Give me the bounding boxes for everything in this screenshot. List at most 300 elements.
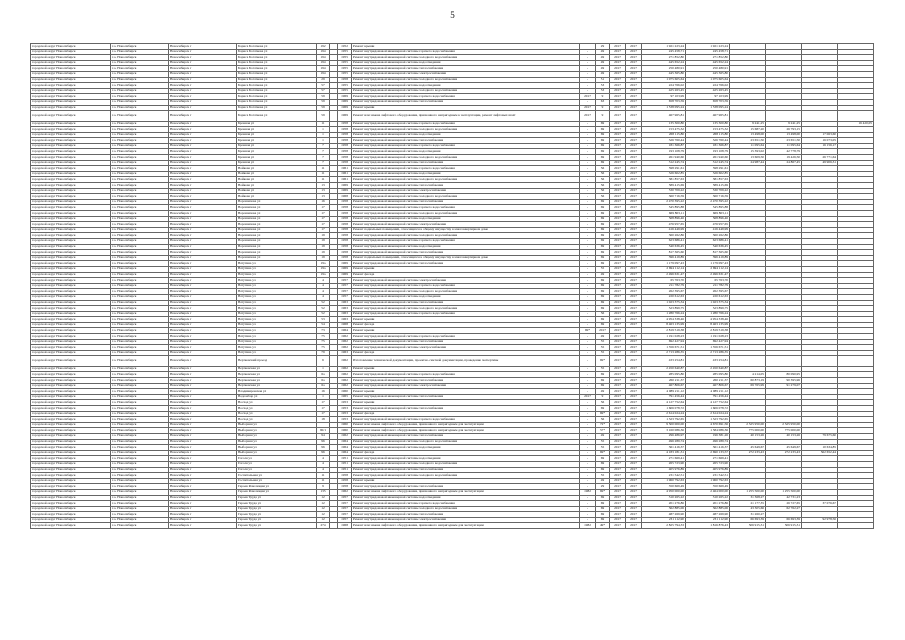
table-cell: Новосибирск г (169, 227, 237, 233)
table-cell: 26 771,64 (802, 155, 838, 161)
table-cell: 362 885,06 (642, 506, 686, 512)
table-cell: Новосибирск г (169, 417, 237, 423)
table-cell: 2017 (626, 77, 642, 83)
table-cell: - (580, 501, 596, 507)
table-cell: Новосибирск г (169, 523, 237, 529)
table-cell: 19a (317, 261, 330, 267)
table-cell: 2017 (610, 339, 626, 345)
table-cell: 2017 (626, 211, 642, 217)
table-cell: г.о. Новосибирск (111, 523, 169, 529)
table-cell: Ремонт внутридомовой инженерной системы холодного водоснабжения (352, 77, 580, 83)
table-cell: г.о. Новосибирск (111, 278, 169, 284)
table-cell: г.о. Новосибирск (111, 194, 169, 200)
table-cell: 1 356 671,51 (686, 345, 730, 351)
table-cell: Бронная ул (237, 121, 317, 127)
table-cell: Ремонт внутридомовой инженерной системы холодного водоснабжения (352, 233, 580, 239)
table-cell: 396 419,89 (642, 255, 686, 261)
table-cell: 2017 (610, 394, 626, 400)
table-cell: 2017 (610, 512, 626, 518)
table-cell: - (580, 261, 596, 267)
table-cell: Ремонт внутридомовой инженерной системы горячего водоснабжения (352, 501, 580, 507)
table-cell: Новосибирск г (169, 506, 237, 512)
table-cell: Ремонт крыши (352, 366, 580, 372)
table-cell: 1955 (338, 49, 352, 55)
table-cell: 96 (317, 450, 330, 456)
table-cell: Ремонт внутридомовой инженерной системы горячего водоснабжения (352, 49, 580, 55)
table-cell: 285 095,80 (642, 372, 686, 378)
table-cell: 2017 (610, 171, 626, 177)
table-cell: 775 000,00 (766, 428, 802, 434)
table-cell: - (580, 350, 596, 356)
table-cell: - (580, 495, 596, 501)
table-cell: 271 669,41 (642, 456, 686, 462)
table-cell: 2017 (626, 278, 642, 284)
table-cell (838, 356, 874, 366)
table-cell: г.о. Новосибирск (111, 99, 169, 105)
table-cell: 1955 (338, 60, 352, 66)
table-cell: 69 (596, 244, 610, 250)
table-cell: городской округ Новосибирск (31, 306, 111, 312)
table-cell: 568 896,46 (686, 216, 730, 222)
table-cell: 2017 (626, 334, 642, 340)
table-cell: 2017 (610, 121, 626, 127)
table-cell: 2017 (626, 94, 642, 100)
table-cell: 2017 (626, 394, 642, 400)
table-cell: 24 987,44 (730, 160, 766, 166)
table-cell: Ворошилова ул (237, 244, 317, 250)
table-cell: 1958 (338, 484, 352, 490)
table-cell: Выборная ул (237, 433, 317, 439)
table-cell: Новосибирск г (169, 478, 237, 484)
table-cell: Новосибирск г (169, 289, 237, 295)
table-cell: 669 803,11 (686, 211, 730, 217)
table-cell: 272 233,43 (730, 450, 766, 456)
table-cell: 1955 (338, 88, 352, 94)
table-cell: городской округ Новосибирск (31, 155, 111, 161)
table-cell: Новосибирск г (169, 233, 237, 239)
table-cell: 69 (596, 506, 610, 512)
table-cell: 2017 (626, 456, 642, 462)
table-cell: Новосибирск г (169, 311, 237, 317)
table-cell: Ремонт внутридомовой инженерной системы горячего водоснабжения (352, 283, 580, 289)
table-cell: 2017 (610, 238, 626, 244)
table-cell: Новосибирск г (169, 428, 237, 434)
table-cell: 11 (317, 473, 330, 479)
table-cell: 2017 (610, 94, 626, 100)
table-cell: 2017 (610, 328, 626, 334)
table-cell: - (580, 400, 596, 406)
table-cell: Ремонт внутридомовой инженерной системы холодного водоснабжения (352, 461, 580, 467)
table-cell: 1958 (338, 121, 352, 127)
table-cell: 13 (317, 194, 330, 200)
table-cell: 2017 (610, 428, 626, 434)
table-cell: 1969 (338, 94, 352, 100)
table-cell: 69 (596, 222, 610, 228)
table-cell: 49 (596, 55, 610, 61)
table-cell: городской округ Новосибирск (31, 171, 111, 177)
table-cell: 2017 (610, 439, 626, 445)
table-cell: 6a (317, 378, 330, 384)
table-cell: г.о. Новосибирск (111, 406, 169, 412)
table-cell: г.о. Новосибирск (111, 478, 169, 484)
table-cell: 1958 (338, 227, 352, 233)
table-cell: 2017 (610, 495, 626, 501)
table-cell: 69 (596, 501, 610, 507)
table-cell: Новосибирск г (169, 378, 237, 384)
table-cell: г.о. Новосибирск (111, 378, 169, 384)
table-cell: 2017 (626, 272, 642, 278)
table-cell: 1958 (338, 250, 352, 256)
table-cell: 2017 (610, 55, 626, 61)
table-cell: - (580, 422, 596, 428)
table-cell: Новосибирск г (169, 127, 237, 133)
table-cell: - (580, 55, 596, 61)
table-cell: - (580, 283, 596, 289)
table-cell: 2017 (580, 105, 596, 111)
table-cell: городской округ Новосибирск (31, 350, 111, 356)
table-cell: г.о. Новосибирск (111, 94, 169, 100)
table-cell: Ремонт подвальных помещений, относящихся к общему имуществу в многоквартирном доме (352, 227, 580, 233)
table-cell: 2017 (610, 306, 626, 312)
table-cell: 17 (317, 411, 330, 417)
table-cell: 49 (596, 272, 610, 278)
table-cell (802, 523, 838, 529)
table-cell: городской округ Новосибирск (31, 272, 111, 278)
table-cell: 2017 (626, 227, 642, 233)
table-cell: 1958 (338, 211, 352, 217)
table-cell: г.о. Новосибирск (111, 366, 169, 372)
table-cell: городской округ Новосибирск (31, 523, 111, 529)
table-cell: городской округ Новосибирск (31, 322, 111, 328)
table-cell: Ремонт крыши (352, 400, 580, 406)
table-cell: 381 857,63 (686, 177, 730, 183)
table-cell: 69 (596, 132, 610, 138)
table-cell: 55 (596, 350, 610, 356)
table-cell: 196 381,26 (686, 433, 730, 439)
table-cell: 69 (596, 294, 610, 300)
table-cell: 2017 (610, 272, 626, 278)
table-cell: 135 300,80 (642, 121, 686, 127)
table-cell: Новосибирск г (169, 211, 237, 217)
table-cell: городской округ Новосибирск (31, 489, 111, 495)
table-cell: 2017 (610, 461, 626, 467)
table-cell: 396 419,89 (686, 255, 730, 261)
table-cell: 53 (596, 88, 610, 94)
table-cell: - (580, 238, 596, 244)
table-cell: г.о. Новосибирск (111, 188, 169, 194)
table-cell: 2017 (610, 233, 626, 239)
table-cell: 91 279,07 (766, 383, 802, 389)
table-cell: 2017 (626, 439, 642, 445)
table-cell: г.о. Новосибирск (111, 417, 169, 423)
table-cell: г.о. Новосибирск (111, 155, 169, 161)
table-cell: Героев Труда ул (237, 523, 317, 529)
table-cell: 2 819 519,38 (686, 328, 730, 334)
table-cell: 69* (596, 356, 610, 366)
table-cell: - (580, 473, 596, 479)
table-cell: 40 153,26 (730, 433, 766, 439)
table-cell: Ремонт внутридомовой инженерной системы электроснабжения (352, 222, 580, 228)
table-cell: Гоголя ул (237, 461, 317, 467)
table-cell: 1958 (338, 77, 352, 83)
table-cell: 360 262,86 (686, 233, 730, 239)
table-cell: 211 782,79 (686, 283, 730, 289)
table-cell: 530 709,22 (686, 188, 730, 194)
table-cell: 1957 (338, 283, 352, 289)
table-cell: 231 542,51 (642, 473, 686, 479)
table-cell: - (580, 250, 596, 256)
table-cell: 817 365,60 (686, 250, 730, 256)
table-cell: 1 323 792,65 (686, 417, 730, 423)
table-cell: городской округ Новосибирск (31, 60, 111, 66)
table-cell: Ремонт внутридомовой инженерной системы холодного водоснабжения (352, 506, 580, 512)
table-cell: Новосибирск г (169, 132, 237, 138)
table-cell: 2017 (610, 506, 626, 512)
table-cell: - (580, 289, 596, 295)
table-cell: Новосибирск г (169, 445, 237, 451)
table-cell: г.о. Новосибирск (111, 467, 169, 473)
table-cell: - (580, 66, 596, 72)
table-cell: 49 (596, 478, 610, 484)
table-cell: городской округ Новосибирск (31, 461, 111, 467)
table-cell: г.о. Новосибирск (111, 311, 169, 317)
table-cell: 55 (596, 339, 610, 345)
table-cell: 26 727,65 (766, 501, 802, 507)
table-cell: - (580, 322, 596, 328)
table-cell: г.о. Новосибирск (111, 49, 169, 55)
table-cell: Героев Революции ул (237, 484, 317, 490)
table-cell: 52 (317, 311, 330, 317)
table-cell: 49 (596, 433, 610, 439)
table-cell: Ватутина ул (237, 322, 317, 328)
table-cell: 425 263,45 (686, 88, 730, 94)
table-cell: Выборная ул (237, 439, 317, 445)
table-cell: 45 649,67 (730, 445, 766, 451)
table-cell: 56 (596, 417, 610, 423)
table-cell: 69 (596, 199, 610, 205)
table-cell: Выборная ул (237, 422, 317, 428)
table-cell: - (580, 222, 596, 228)
table-cell: городской округ Новосибирск (31, 71, 111, 77)
table-cell: 268 115,80 (642, 132, 686, 138)
table-cell: - (580, 378, 596, 384)
table-cell: 12 (317, 495, 330, 501)
table-cell: Ремонт крыши (352, 266, 580, 272)
table-cell: 2017 (610, 484, 626, 490)
table-cell: 1964 (338, 450, 352, 456)
table-cell: 296 486,97 (642, 433, 686, 439)
table-cell: - (580, 439, 596, 445)
table-cell: - (580, 138, 596, 144)
table-cell: 2017 (626, 83, 642, 89)
table-cell: 11 (317, 171, 330, 177)
table-cell: 261 940,60 (642, 155, 686, 161)
table-cell: 16 073,05 (802, 138, 838, 144)
table-cell: г.о. Новосибирск (111, 306, 169, 312)
table-cell: Новосибирск г (169, 238, 237, 244)
table-cell: г.о. Новосибирск (111, 83, 169, 89)
table-cell: 13 498,00 (730, 132, 766, 138)
table-cell: Новосибирск г (169, 194, 237, 200)
table-cell: Новосибирск г (169, 166, 237, 172)
table-cell: 69 (596, 283, 610, 289)
table-cell: городской округ Новосибирск (31, 372, 111, 378)
table-cell: Бориса Богаткова ул (237, 55, 317, 61)
table-cell: 1957 (338, 289, 352, 295)
table-cell: 2017 (610, 83, 626, 89)
table-cell: - (580, 433, 596, 439)
table-cell: Бронная ул (237, 132, 317, 138)
table-cell: городской округ Новосибирск (31, 94, 111, 100)
table-cell: Ворошилова ул (237, 205, 317, 211)
table-cell: 26 793,15 (766, 127, 802, 133)
table-cell: 326 602,85 (686, 171, 730, 177)
table-cell: Ремонт внутридомовой инженерной системы холодного водоснабжения (352, 439, 580, 445)
table-cell: 250 480,91 (642, 66, 686, 72)
table-cell: 57 (317, 83, 330, 89)
table-cell: Вертковский проезд (237, 356, 317, 366)
table-cell: Восход ул (237, 400, 317, 406)
table-cell: 4 954 338,46 (686, 317, 730, 323)
table-cell: 445 365,80 (686, 71, 730, 77)
table-cell: 260 211,37 (686, 378, 730, 384)
table-cell: 1958 (338, 155, 352, 161)
table-cell: г.о. Новосибирск (111, 166, 169, 172)
table-cell: 2 325 950,00 (730, 422, 766, 428)
table-cell: Ватутина ул (237, 283, 317, 289)
table-cell: 1958 (338, 255, 352, 261)
table-cell: 1958 (338, 143, 352, 149)
table-cell: 51 (596, 77, 610, 83)
table-cell: Новосибирск г (169, 300, 237, 306)
table-cell: 1 356 671,51 (642, 345, 686, 351)
table-cell: - (580, 127, 596, 133)
table-cell: 265 723,90 (686, 461, 730, 467)
table-cell: 13 (317, 183, 330, 189)
table-cell: г.о. Новосибирск (111, 216, 169, 222)
table-cell: 2017 (626, 400, 642, 406)
table-cell: городской округ Новосибирск (31, 506, 111, 512)
table-cell: 2017 (626, 105, 642, 111)
table-cell: 12 (317, 512, 330, 518)
table-cell: г.о. Новосибирск (111, 339, 169, 345)
table-cell: городской округ Новосибирск (31, 83, 111, 89)
table-cell: 79 (317, 350, 330, 356)
table-cell: 2017 (626, 322, 642, 328)
table-cell: 1 (317, 394, 330, 400)
table-cell: Героев Труда ул (237, 501, 317, 507)
table-cell: 2017 (580, 94, 596, 100)
table-cell: Ремонт внутридомовой инженерной системы теплоснабжения (352, 378, 580, 384)
table-cell: Новосибирск г (169, 278, 237, 284)
table-cell: 4 670 691,56 (686, 422, 730, 428)
table-cell: Новосибирск г (169, 171, 237, 177)
table-cell: г.о. Новосибирск (111, 238, 169, 244)
table-cell: Ремонт внутридомовой инженерной системы холодного водоснабжения (352, 194, 580, 200)
table-cell: - (580, 216, 596, 222)
table-cell: 17 (317, 406, 330, 412)
table-cell: 530 709,22 (642, 188, 686, 194)
table-cell: - (580, 266, 596, 272)
table-cell: городской округ Новосибирск (31, 311, 111, 317)
table-cell: 17 (317, 400, 330, 406)
table-cell: - (580, 166, 596, 172)
table-cell: Ватутина ул (237, 306, 317, 312)
table-cell: 69 (596, 322, 610, 328)
table-body (31, 44, 874, 529)
table-cell: 568 896,46 (642, 216, 686, 222)
table-cell: - (580, 49, 596, 55)
table-cell: 1982 (580, 523, 596, 529)
table-cell: 1 816 876,43 (686, 523, 730, 529)
table-cell: городской округ Новосибирск (31, 294, 111, 300)
table-cell: 2017 (626, 428, 642, 434)
table-cell: г.о. Новосибирск (111, 501, 169, 507)
table-cell: 1961 (338, 166, 352, 172)
table-cell: г.о. Новосибирск (111, 289, 169, 295)
table-cell: городской округ Новосибирск (31, 222, 111, 228)
table-cell: Ворошилова ул (237, 238, 317, 244)
table-cell: Новосибирск г (169, 99, 237, 105)
table-cell: 224 766,02 (642, 83, 686, 89)
table-cell: 1958 (338, 244, 352, 250)
table-cell: 69 (596, 205, 610, 211)
table-cell: 598 291,61 (686, 166, 730, 172)
table-cell: 15 687,20 (730, 127, 766, 133)
table-cell: 69 (596, 250, 610, 256)
table-cell: 2017 (626, 155, 642, 161)
table-cell: Бориса Богаткова ул (237, 77, 317, 83)
table-cell (730, 111, 766, 121)
table-cell: - (580, 60, 596, 66)
table-cell: Новосибирск г (169, 261, 237, 267)
table-cell: 467 806,67 (642, 383, 686, 389)
table-cell: 2017 (610, 88, 626, 94)
table-cell: Новосибирск г (169, 484, 237, 490)
table-cell: 2017 (626, 495, 642, 501)
table-cell: 2 450 640,87 (686, 366, 730, 372)
table-cell: г.о. Новосибирск (111, 132, 169, 138)
table-cell: 1 538 095,24 (686, 105, 730, 111)
table-cell: 2017 (626, 66, 642, 72)
table-cell: 2017 (610, 199, 626, 205)
table-cell: 2017 (626, 99, 642, 105)
table-cell: 1951 (338, 456, 352, 462)
table-cell: Ремонт внутридомовой инженерной системы теплоснабжения (352, 512, 580, 518)
table-cell: - (580, 467, 596, 473)
table-cell: 2 464 000,00 (686, 489, 730, 495)
table-cell: - (580, 417, 596, 423)
table-cell: - (580, 456, 596, 462)
table-cell: Ватутина ул (237, 311, 317, 317)
table-cell: 623 686,41 (686, 238, 730, 244)
table-cell: г.о. Новосибирск (111, 461, 169, 467)
table-cell: г.о. Новосибирск (111, 433, 169, 439)
table-cell: 69 (596, 155, 610, 161)
table-cell: Бронная ул (237, 138, 317, 144)
table-cell: 69 (596, 300, 610, 306)
table-cell: 1 191 028,23 (642, 334, 686, 340)
table-cell: 49 906,31 (802, 160, 838, 166)
table-cell: 4 127 752,64 (642, 400, 686, 406)
table-cell: 245 458,71 (642, 49, 686, 55)
table-cell: Ремонт крыши (352, 317, 580, 323)
table-cell: 69 (596, 406, 610, 412)
table-cell: Ремонт внутридомовой инженерной системы теплоснабжения (352, 406, 580, 412)
table-cell: г.о. Новосибирск (111, 143, 169, 149)
table-cell: городской округ Новосибирск (31, 183, 111, 189)
table-cell: Новосибирск г (169, 77, 237, 83)
